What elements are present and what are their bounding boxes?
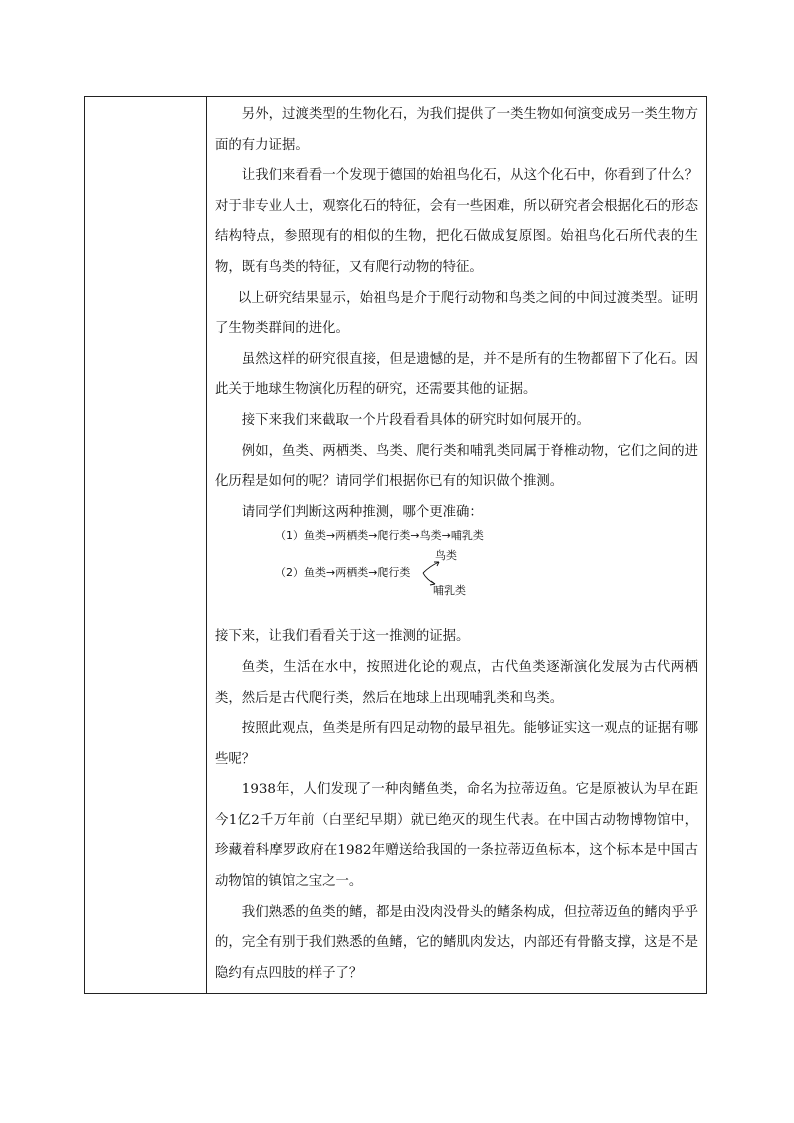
paragraph: 接下来我们来截取一个片段看看具体的研究时如何展开的。 <box>241 412 590 428</box>
branch-birds: 鸟类 <box>435 549 457 563</box>
hypothesis-2: （2）鱼类→两栖类→爬行类 <box>275 566 411 580</box>
branch-mammals: 哺乳类 <box>433 584 466 598</box>
paragraph: 另外，过渡类型的生物化石，为我们提供了一类生物如何演变成另一类生物方面的有力证据。 <box>215 107 698 153</box>
branch-arrows <box>215 528 475 622</box>
paragraph: 请同学们判断这两种推测，哪个更准确： <box>241 504 483 520</box>
paragraph: 让我们来看看一个发现于德国的始祖鸟化石，从这个化石中，你看到了什么？对于非专业人士，观察化石的特征，会有一些困难，所以研究者会根据化石的形态结构特点，参照现有的相似的生物，把化石做成复原图。始祖鸟化石所代表的生物，既有鸟类的特征，又有爬行动物的特征。 <box>215 168 698 275</box>
evolution-hypothesis-diagram <box>215 528 698 622</box>
paragraph: 以上研究结果显示，始祖鸟是介于爬行动物和鸟类之间的中间过渡类型。证明了生物类群间的进化。 <box>215 290 698 337</box>
paragraph: 1938年，人们发现了一种肉鳍鱼类，命名为拉蒂迈鱼。它是原被认为早在距今1亿2千万年前（白垩纪早期）就已绝灭的现生代表。在中国古动物博物馆中，珍藏着科摩罗政府在1982年赠送给我国的一条拉蒂迈鱼标本，这个标本是中国古动物馆的镇馆之宝之一。 <box>215 782 698 890</box>
paragraph: 例如，鱼类、两栖类、鸟类、爬行类和哺乳类同属于脊椎动物，它们之间的进化历程是如何的呢？请同学们根据你已有的知识做个推测。 <box>215 443 698 490</box>
paragraph: 按照此观点，鱼类是所有四足动物的最早祖先。能够证实这一观点的证据有哪些呢？ <box>215 721 698 767</box>
paragraph: 鱼类，生活在水中，按照进化论的观点，古代鱼类逐渐演化发展为古代两栖类，然后是古代爬行类，然后在地球上出现哺乳类和鸟类。 <box>215 659 698 706</box>
lesson-table <box>84 96 707 994</box>
paragraph: 接下来，让我们看看关于这一推测的证据。 <box>215 629 470 645</box>
paragraph: 虽然这样的研究很直接，但是遗憾的是，并不是所有的生物都留下了化石。因此关于地球生物演化历程的研究，还需要其他的证据。 <box>215 351 698 398</box>
table-content-cell <box>207 97 706 993</box>
hypothesis-1: （1）鱼类→两栖类→爬行类→鸟类→哺乳类 <box>275 529 484 543</box>
table-left-column <box>85 97 207 993</box>
paragraph: 我们熟悉的鱼类的鳍，都是由没肉没骨头的鳍条构成，但拉蒂迈鱼的鳍肉乎乎的，完全有别于我们熟悉的鱼鳍，它的鳍肌肉发达，内部还有骨骼支撑，这是不是隐约有点四肢的样子了？ <box>215 904 698 981</box>
